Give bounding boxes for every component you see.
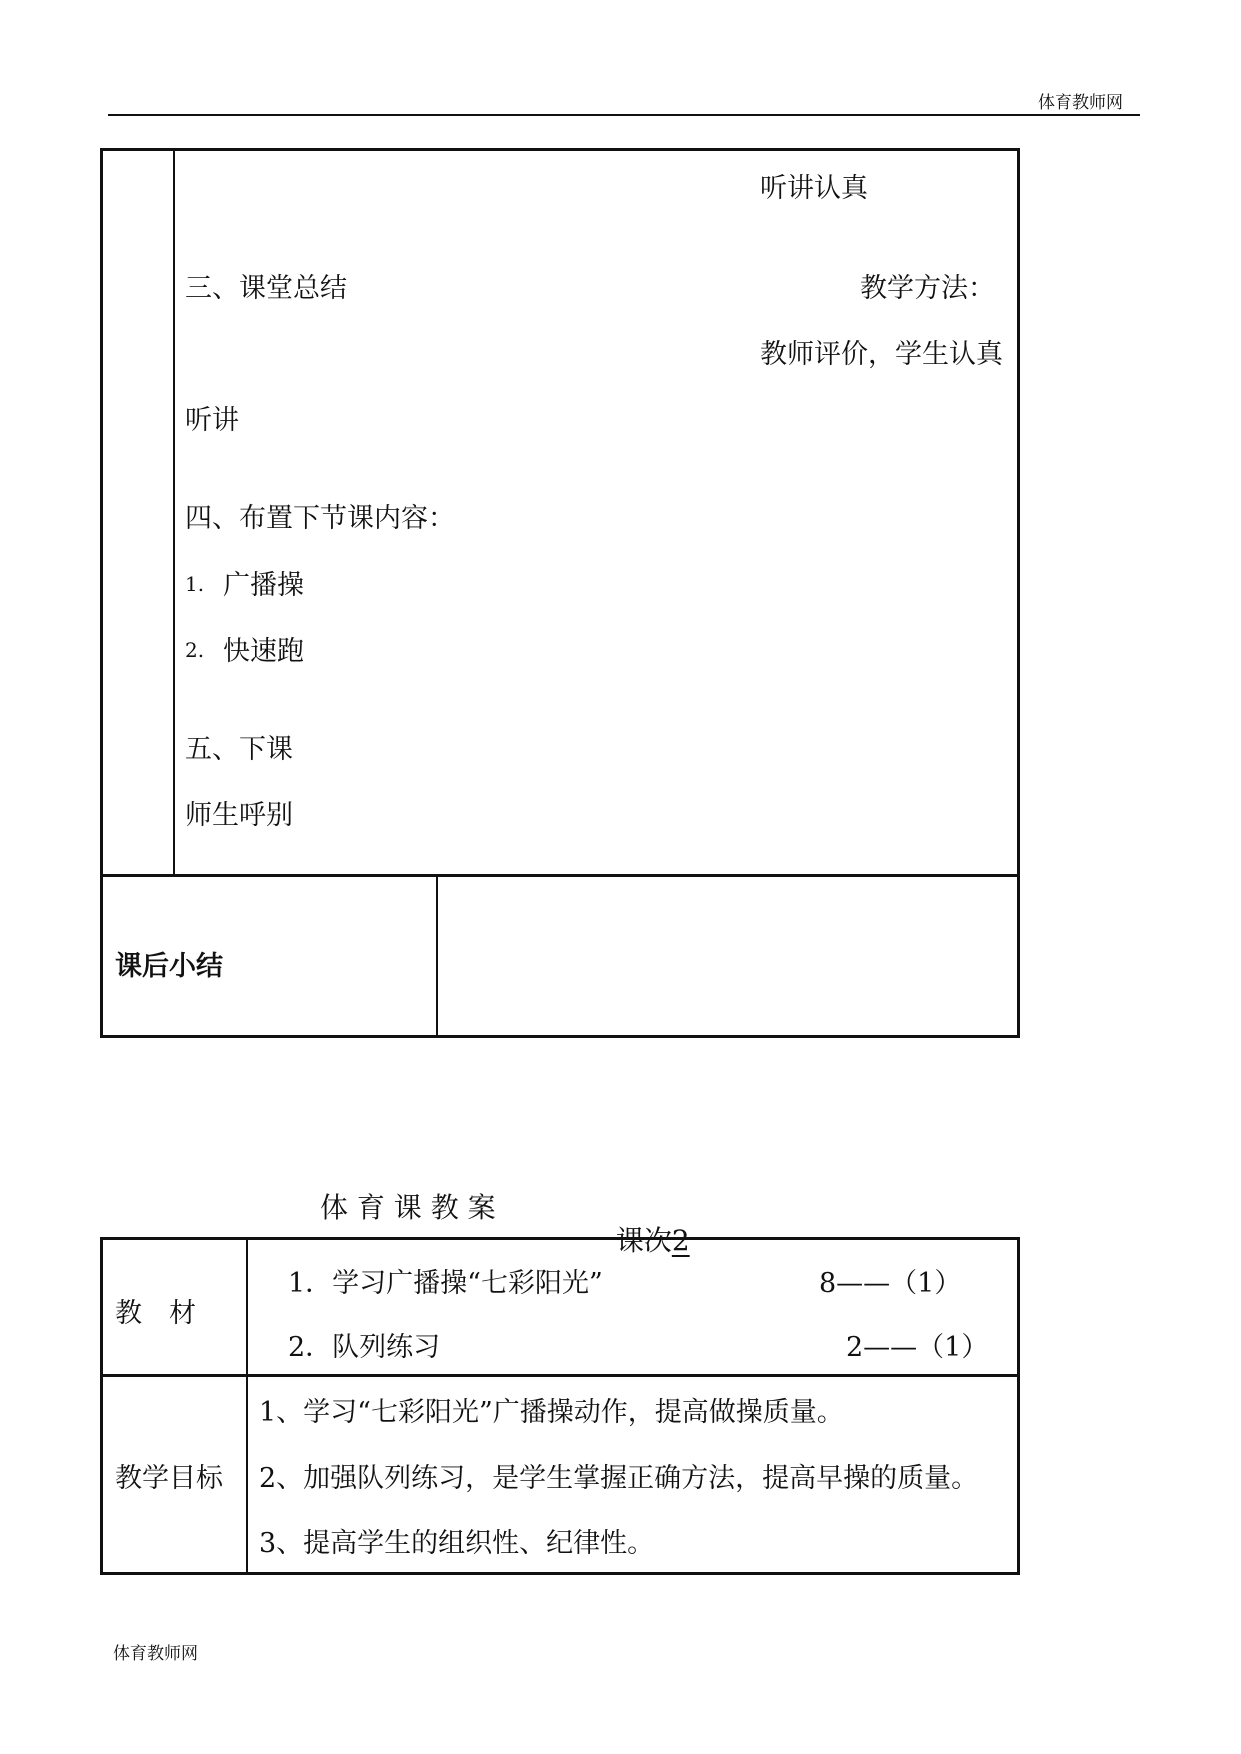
method-text: 教师评价，学生认真 bbox=[760, 339, 1003, 370]
footer-site-name: 体育教师网 bbox=[113, 1644, 198, 1664]
lesson-info-table bbox=[100, 1237, 1020, 1575]
lesson-plan-title: 体 育 课 教 案 bbox=[320, 1191, 496, 1224]
table-row-divider bbox=[103, 874, 1017, 877]
goal-item-2: 2、加强队列练习，是学生掌握正确方法，提高早操的质量。 bbox=[259, 1463, 979, 1494]
method-label: 教学方法： bbox=[860, 273, 995, 304]
line-listen: 听讲认真 bbox=[760, 173, 868, 204]
session-number: 2 bbox=[671, 1224, 690, 1257]
section-dismiss: 五、下课 bbox=[185, 734, 293, 765]
item1-text: 广播操 bbox=[223, 570, 304, 601]
table-column-divider bbox=[173, 151, 175, 874]
session-label-text: 课次 bbox=[615, 1224, 672, 1257]
material-item-2: 2．队列练习 bbox=[288, 1332, 441, 1363]
item2-number: 2. bbox=[185, 638, 205, 662]
table-column-divider bbox=[436, 877, 438, 1038]
table-row-divider bbox=[103, 1374, 1017, 1377]
goal-item-3: 3、提高学生的组织性、纪律性。 bbox=[259, 1528, 655, 1559]
section-next-lesson: 四、布置下节课内容： bbox=[185, 503, 455, 534]
material-code-1: 8——（1） bbox=[819, 1268, 962, 1299]
line-listen-2: 听讲 bbox=[185, 405, 239, 436]
line-farewell: 师生呼别 bbox=[185, 800, 293, 831]
material-label: 教 材 bbox=[115, 1298, 196, 1329]
header-divider bbox=[108, 114, 1140, 116]
lesson-process-table bbox=[100, 148, 1020, 1038]
item1-number: 1. bbox=[185, 572, 205, 596]
material-item-1: 1．学习广播操“七彩阳光” bbox=[288, 1268, 603, 1299]
section-summary: 三、课堂总结 bbox=[185, 273, 347, 304]
summary-label: 课后小结 bbox=[115, 951, 223, 982]
goals-label: 教学目标 bbox=[115, 1463, 223, 1494]
table-column-divider bbox=[246, 1240, 248, 1572]
material-code-2: 2——（1） bbox=[846, 1332, 989, 1363]
goal-item-1: 1、学习“七彩阳光”广播操动作，提高做操质量。 bbox=[259, 1397, 844, 1428]
item2-text: 快速跑 bbox=[223, 636, 304, 667]
header-site-name: 体育教师网 bbox=[1038, 93, 1123, 113]
